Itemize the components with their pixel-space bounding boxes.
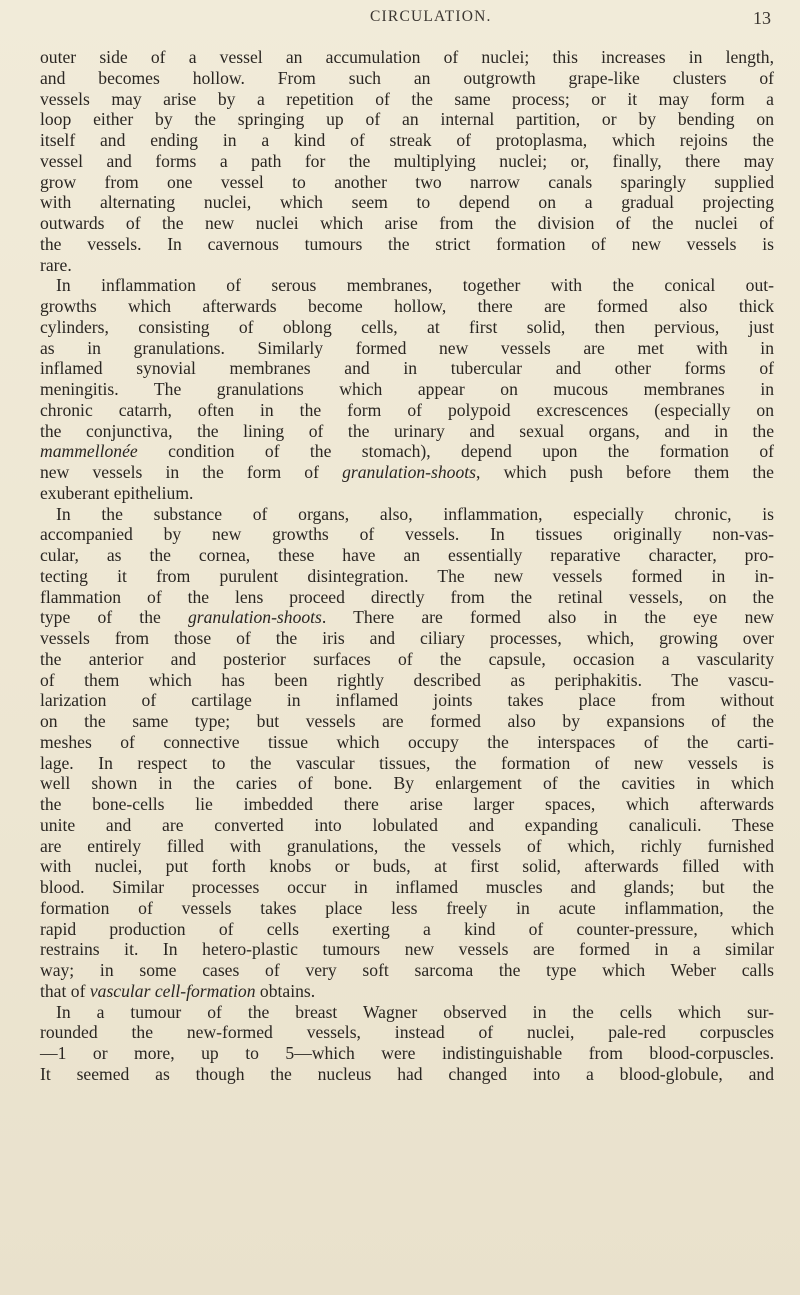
italic-phrase: mammellonée bbox=[40, 441, 138, 462]
text-line: exuberant epithelium. bbox=[40, 482, 194, 503]
text-line: new vessels in the form of granulation-shoots, which push before them the bbox=[40, 462, 774, 482]
text-line: and becomes hollow. From such an outgrowth grape-like clusters of bbox=[40, 67, 774, 88]
text-line: that of vascular cell-formation obtains. bbox=[40, 980, 316, 1001]
text-line: type of the granulation-shoots. There are formed also in the eye new bbox=[40, 607, 774, 628]
text-line: accompanied by new growths of vessels. In tissues originally non-vas- bbox=[40, 524, 774, 545]
text-line: In inflammation of serous membranes, together with the conical out- bbox=[56, 275, 774, 296]
text-line: growths which afterwards become hollow, there are formed also thick bbox=[40, 296, 774, 316]
text-line: on the same type; but vessels are formed also by expansions of the bbox=[40, 711, 774, 731]
text-line: itself and ending in a kind of streak of protoplasma, which rejoins the bbox=[40, 130, 774, 150]
text-line: outwards of the new nuclei which arise from the division of the nuclei of bbox=[40, 213, 774, 233]
text-line: vessel and forms a path for the multiplying nuclei; or, finally, there may bbox=[40, 150, 774, 171]
italic-phrase: granulation-shoots bbox=[187, 607, 322, 628]
text-line: cylinders, consisting of oblong cells, at first solid, then pervious, just bbox=[40, 316, 774, 337]
text-line: tecting it from purulent disintegration. The new vessels formed in in- bbox=[40, 565, 774, 586]
text-line: rare. bbox=[40, 254, 72, 275]
running-head: CIRCULATION. bbox=[370, 8, 492, 25]
text-line: flammation of the lens proceed directly from the retinal vessels, on the bbox=[40, 586, 774, 607]
text-line: meningitis. The granulations which appear on mucous membranes in bbox=[40, 379, 774, 399]
text-line: vessels may arise by a repetition of the same process; or it may form a bbox=[40, 88, 774, 109]
text-line: In a tumour of the breast Wagner observed in the cells which sur- bbox=[56, 1001, 774, 1022]
text-line: grow from one vessel to another two narrow canals sparingly supplied bbox=[40, 171, 774, 192]
page-number: 13 bbox=[753, 8, 771, 28]
text-line: —1 or more, up to 5—which were indistinguishable from blood-corpuscles. bbox=[40, 1043, 774, 1063]
italic-phrase: vascular cell-formation bbox=[89, 980, 256, 1001]
text-line: It seemed as though the nucleus had changed into a blood-globule, and bbox=[40, 1063, 774, 1084]
text-line: chronic catarrh, often in the form of polypoid excrescences (especially on bbox=[40, 399, 774, 420]
text-line: unite and are converted into lobulated and expanding canaliculi. These bbox=[40, 814, 774, 835]
italic-phrase: granulation-shoots bbox=[342, 462, 477, 482]
text-line: rapid production of cells exerting a kind of counter-pressure, which bbox=[40, 918, 774, 939]
text-line: outer side of a vessel an accumulation of nuclei; this increases in length, bbox=[40, 47, 774, 67]
text-line: way; in some cases of very soft sarcoma the type which Weber calls bbox=[40, 960, 774, 980]
text-line: restrains it. In hetero-plastic tumours new vessels are formed in a similar bbox=[40, 939, 774, 960]
text-line: the bone-cells lie imbedded there arise larger spaces, which afterwards bbox=[40, 794, 774, 814]
text-line: rounded the new-formed vessels, instead of nuclei, pale-red corpuscles bbox=[40, 1022, 774, 1043]
text-line: the conjunctiva, the lining of the urinary and sexual organs, and in the bbox=[40, 420, 774, 441]
text-line: In the substance of organs, also, inflammation, especially chronic, is bbox=[56, 503, 774, 524]
text-line: lage. In respect to the vascular tissues, the formation of new vessels is bbox=[40, 752, 774, 773]
text-line: vessels from those of the iris and ciliary processes, which, growing over bbox=[40, 628, 774, 648]
text-line: the anterior and posterior surfaces of the capsule, occasion a vascularity bbox=[40, 648, 774, 669]
text-line: of them which has been rightly described as periphakitis. The vascu- bbox=[40, 669, 774, 690]
text-line: cular, as the cornea, these have an essentially reparative character, pro- bbox=[40, 545, 774, 565]
text-line: well shown in the caries of bone. By enlargement of the cavities in which bbox=[40, 773, 774, 794]
text-line: are entirely filled with granulations, the vessels of which, richly furnished bbox=[40, 835, 774, 856]
text-line: with alternating nuclei, which seem to depend on a gradual projecting bbox=[40, 192, 774, 213]
text-line: with nuclei, put forth knobs or buds, at first solid, afterwards filled with bbox=[40, 856, 774, 877]
text-line: inflamed synovial membranes and in tubercular and other forms of bbox=[40, 358, 774, 379]
body-text bbox=[40, 47, 774, 1085]
text-line: the vessels. In cavernous tumours the strict formation of new vessels is bbox=[40, 233, 774, 254]
text-line: meshes of connective tissue which occupy the interspaces of the carti- bbox=[40, 731, 774, 752]
text-line: larization of cartilage in inflamed joints takes place from without bbox=[40, 690, 774, 711]
text-line: mammellonée condition of the stomach), depend upon the formation of bbox=[40, 441, 774, 462]
text-line: loop either by the springing up of an internal partition, or by bending on bbox=[40, 109, 774, 130]
text-line: formation of vessels takes place less freely in acute inflammation, the bbox=[40, 897, 774, 918]
text-line: as in granulations. Similarly formed new vessels are met with in bbox=[40, 337, 774, 358]
text-line: blood. Similar processes occur in inflamed muscles and glands; but the bbox=[40, 877, 774, 897]
